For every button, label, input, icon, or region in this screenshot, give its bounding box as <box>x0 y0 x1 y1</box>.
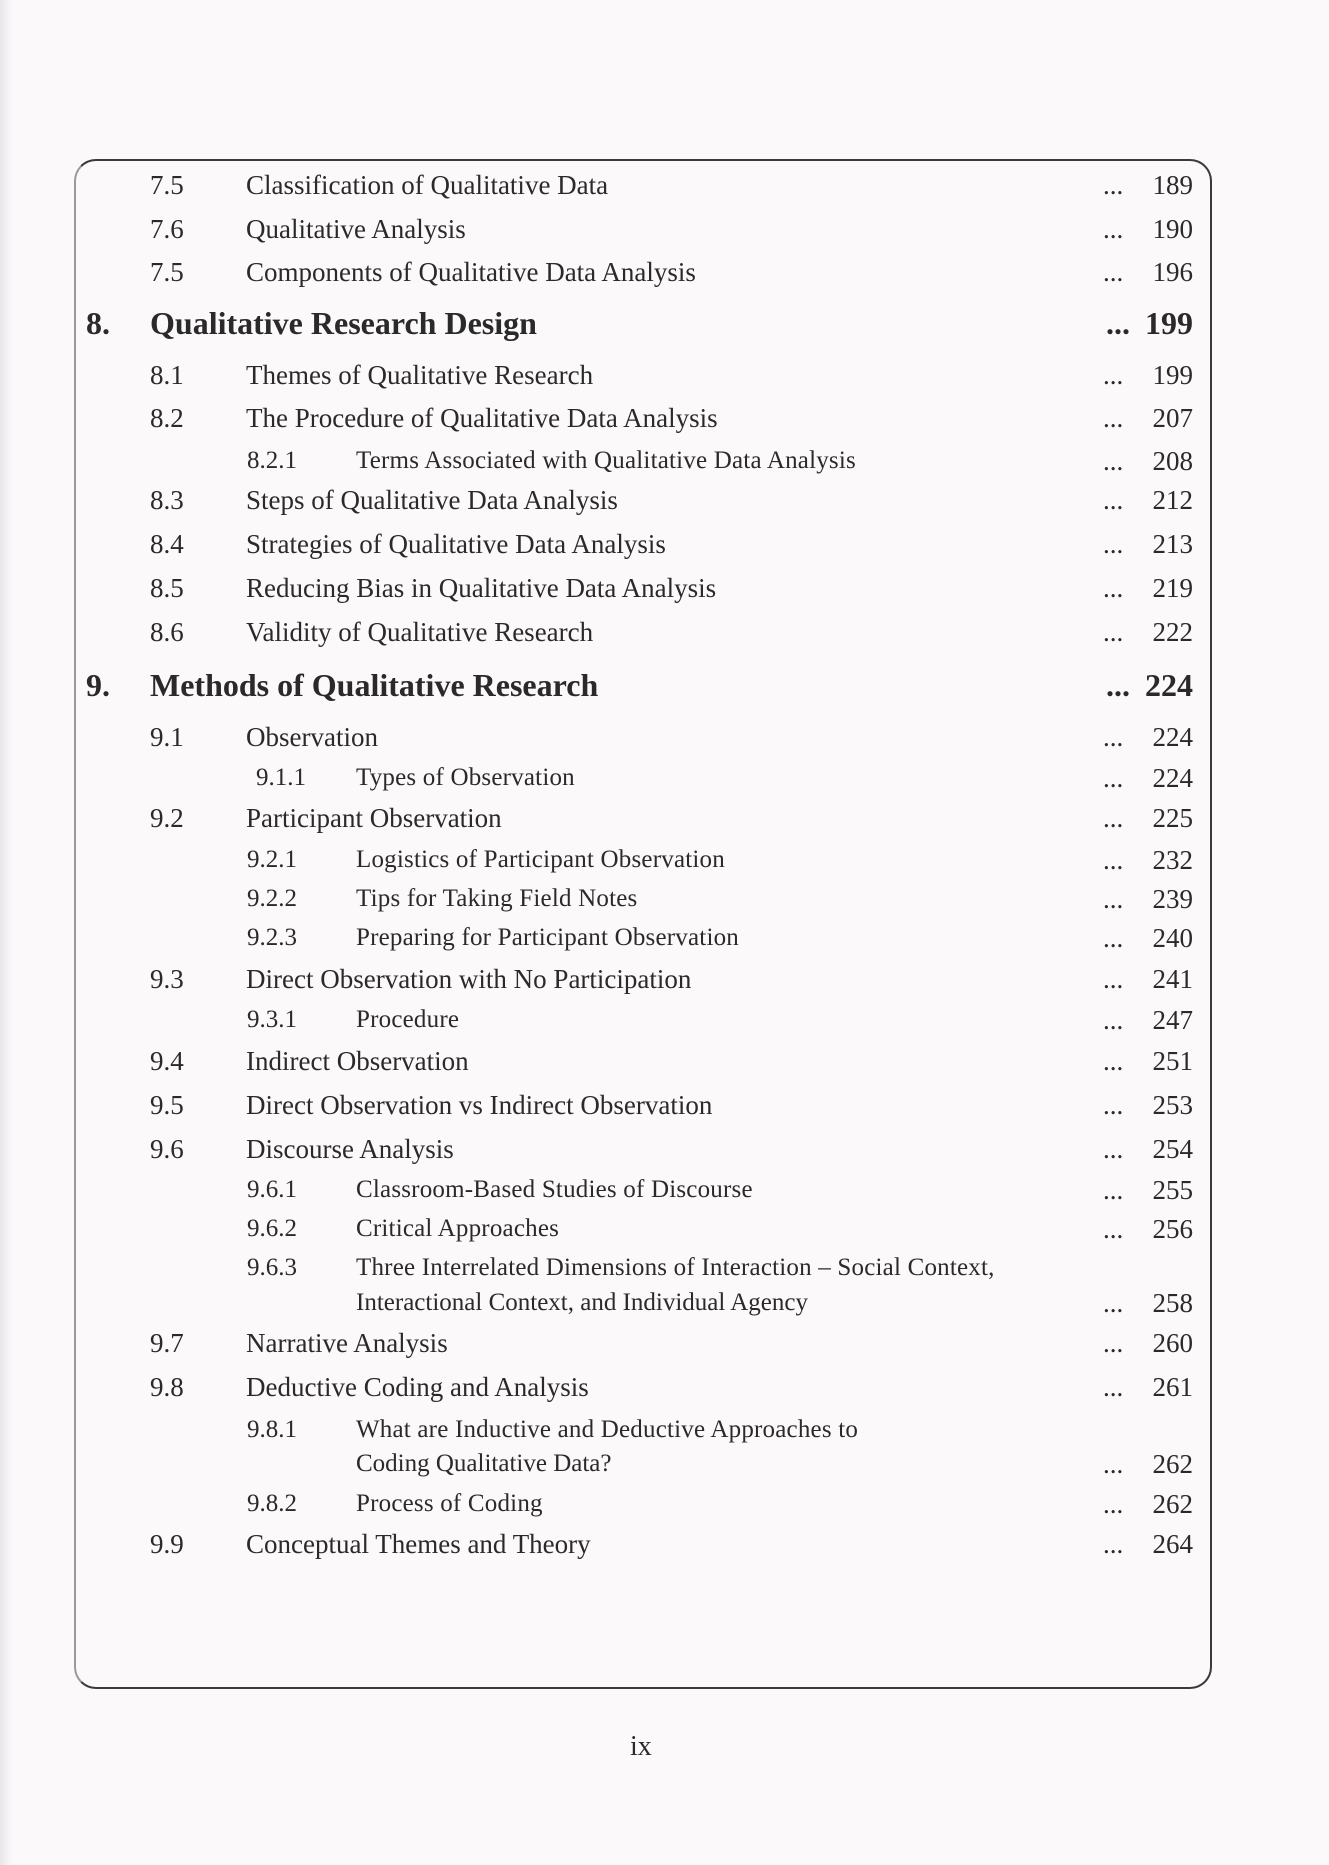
toc-entry-number: 8.2 <box>150 403 184 433</box>
toc-entry[interactable] <box>0 879 1329 919</box>
toc-page-number: 199 <box>1152 360 1193 390</box>
toc-page-number: 224 <box>1152 763 1193 793</box>
toc-entry-title: The Procedure of Qualitative Data Analysis <box>246 403 718 433</box>
toc-entry-title: Components of Qualitative Data Analysis <box>246 257 696 287</box>
toc-entry[interactable] <box>0 959 1329 999</box>
toc-leader-dots: ... <box>1103 170 1124 200</box>
toc-entry-title: Reducing Bias in Qualitative Data Analysis <box>246 573 717 603</box>
toc-entry-title: Discourse Analysis <box>246 1134 454 1164</box>
toc-entry[interactable] <box>0 524 1329 564</box>
toc-entry-number: 9.3 <box>150 964 184 994</box>
toc-page-number: 212 <box>1152 485 1193 515</box>
toc-leader-dots: ... <box>1103 573 1124 603</box>
toc-leader-dots: ... <box>1103 1214 1124 1244</box>
toc-leader-dots: ... <box>1103 529 1124 559</box>
toc-entry[interactable] <box>0 1209 1329 1249</box>
toc-entry-title: Types of Observation <box>356 764 575 791</box>
toc-leader-dots: ... <box>1103 617 1124 647</box>
toc-entry-title: Qualitative Analysis <box>246 214 466 244</box>
toc-entry-title: Validity of Qualitative Research <box>246 617 594 647</box>
toc-page-number: 247 <box>1152 1005 1193 1035</box>
toc-leader-dots: ... <box>1103 403 1124 433</box>
toc-leader-dots: ... <box>1103 446 1124 476</box>
toc-entry-title: Deductive Coding and Analysis <box>246 1372 589 1402</box>
toc-entry-title: Logistics of Participant Observation <box>356 846 725 873</box>
toc-entry-number: 9.2.1 <box>247 846 297 873</box>
toc-entry-title: Terms Associated with Qualitative Data Analysis <box>356 447 856 474</box>
toc-entry-number: 9.1 <box>150 722 184 752</box>
toc-entry-title: Indirect Observation <box>246 1046 469 1076</box>
toc-entry-number: 8.1 <box>150 360 184 390</box>
toc-entry-number: 9.6 <box>150 1134 184 1164</box>
toc-page-number: 262 <box>1152 1489 1193 1519</box>
toc-page-number: 251 <box>1152 1046 1193 1076</box>
toc-entry-title: Classroom-Based Studies of Discourse <box>356 1176 753 1203</box>
toc-entry[interactable] <box>0 252 1329 292</box>
toc-entry-title: Direct Observation with No Participation <box>246 964 692 994</box>
toc-entry-title: Tips for Taking Field Notes <box>356 885 638 912</box>
toc-entry-number: 9.8.1 <box>247 1416 297 1443</box>
toc-page-number: 253 <box>1152 1090 1193 1120</box>
toc-entry-title: Qualitative Research Design <box>150 305 537 341</box>
toc-entry[interactable] <box>0 717 1329 757</box>
toc-chapter-entry[interactable] <box>0 665 1329 705</box>
toc-entry-number: 8.5 <box>150 573 184 603</box>
toc-entry-title: Direct Observation vs Indirect Observation <box>246 1090 713 1120</box>
toc-page-number: 258 <box>1152 1288 1193 1318</box>
toc-entry-title: Interactional Context, and Individual Agency <box>356 1289 808 1316</box>
toc-entry[interactable] <box>0 1484 1329 1524</box>
toc-leader-dots: ... <box>1106 667 1130 703</box>
toc-entry-title: Coding Qualitative Data? <box>356 1450 612 1477</box>
toc-entry-number: 9.2.2 <box>247 885 297 912</box>
toc-entry-number: 7.5 <box>150 257 184 287</box>
toc-entry[interactable] <box>0 398 1329 438</box>
toc-entry[interactable] <box>0 355 1329 395</box>
toc-leader-dots: ... <box>1103 1046 1124 1076</box>
toc-entry-title: Preparing for Participant Observation <box>356 924 739 951</box>
toc-entry-title: Methods of Qualitative Research <box>150 667 599 703</box>
toc-entry[interactable] <box>0 441 1329 481</box>
toc-entry-title: Procedure <box>356 1006 460 1033</box>
toc-entry-number: 9.2.3 <box>247 924 297 951</box>
toc-entry-number: 9.6.1 <box>247 1176 297 1203</box>
toc-entry-number: 9.2 <box>150 803 184 833</box>
toc-entry-number: 8.2.1 <box>247 447 297 474</box>
toc-page-number: 224 <box>1152 722 1193 752</box>
toc-entry-title: Strategies of Qualitative Data Analysis <box>246 529 666 559</box>
toc-leader-dots: ... <box>1103 1449 1124 1479</box>
toc-entry[interactable] <box>0 758 1329 798</box>
toc-leader-dots: ... <box>1103 1372 1124 1402</box>
toc-entry[interactable] <box>0 1129 1329 1169</box>
toc-entry-number: 9.6.3 <box>247 1254 297 1281</box>
toc-leader-dots: ... <box>1103 722 1124 752</box>
toc-page-number: 256 <box>1152 1214 1193 1244</box>
toc-entry-title: Observation <box>246 722 378 752</box>
toc-entry-number: 9.5 <box>150 1090 184 1120</box>
toc-entry-number: 9.7 <box>150 1328 184 1358</box>
toc-leader-dots: ... <box>1103 1134 1124 1164</box>
toc-entry-title: Three Interrelated Dimensions of Interaction – Social Context, <box>356 1254 995 1281</box>
toc-page-number: 240 <box>1152 923 1193 953</box>
toc-entry[interactable] <box>0 1444 1329 1484</box>
toc-entry[interactable] <box>0 798 1329 838</box>
toc-page-number: 208 <box>1152 446 1193 476</box>
toc-page-number: 261 <box>1152 1372 1193 1402</box>
toc-entry-number: 8.3 <box>150 485 184 515</box>
toc-leader-dots: ... <box>1106 305 1130 341</box>
toc-entry-number: 8. <box>86 305 110 341</box>
toc-leader-dots: ... <box>1103 803 1124 833</box>
toc-leader-dots: ... <box>1103 257 1124 287</box>
toc-entry[interactable] <box>0 1248 1329 1288</box>
toc-entry-number: 9.4 <box>150 1046 184 1076</box>
toc-entry[interactable] <box>0 1085 1329 1125</box>
toc-entry[interactable] <box>0 568 1329 608</box>
toc-entry-title: Steps of Qualitative Data Analysis <box>246 485 618 515</box>
toc-page-number: 239 <box>1152 884 1193 914</box>
toc-entry-number: 8.4 <box>150 529 184 559</box>
toc-entry[interactable] <box>0 840 1329 880</box>
toc-leader-dots: ... <box>1103 884 1124 914</box>
toc-leader-dots: ... <box>1103 360 1124 390</box>
toc-page-number: 254 <box>1152 1134 1193 1164</box>
toc-entry-number: 9.9 <box>150 1529 184 1559</box>
toc-leader-dots: ... <box>1103 1175 1124 1205</box>
toc-leader-dots: ... <box>1103 1328 1124 1358</box>
toc-leader-dots: ... <box>1103 485 1124 515</box>
toc-entry-title: Conceptual Themes and Theory <box>246 1529 591 1559</box>
toc-leader-dots: ... <box>1103 1090 1124 1120</box>
toc-page-number: 262 <box>1152 1449 1193 1479</box>
toc-page-number: 199 <box>1145 305 1193 341</box>
toc-leader-dots: ... <box>1103 845 1124 875</box>
toc-entry-number: 9.6.2 <box>247 1215 297 1242</box>
toc-entry[interactable] <box>0 480 1329 520</box>
toc-entry[interactable] <box>0 1041 1329 1081</box>
toc-entry-title: Themes of Qualitative Research <box>246 360 594 390</box>
toc-leader-dots: ... <box>1103 1288 1124 1318</box>
toc-page-number: 189 <box>1152 170 1193 200</box>
toc-page-number: 225 <box>1152 803 1193 833</box>
toc-entry-number: 9. <box>86 667 110 703</box>
toc-leader-dots: ... <box>1103 763 1124 793</box>
toc-page-number: 190 <box>1152 214 1193 244</box>
toc-entry-number: 9.8 <box>150 1372 184 1402</box>
toc-entry-number: 7.6 <box>150 214 184 244</box>
toc-leader-dots: ... <box>1103 964 1124 994</box>
toc-chapter-entry[interactable] <box>0 303 1329 343</box>
toc-page-number: 219 <box>1152 573 1193 603</box>
toc-leader-dots: ... <box>1103 923 1124 953</box>
toc-page-number: 255 <box>1152 1175 1193 1205</box>
toc-entry[interactable] <box>0 209 1329 249</box>
toc-page-number: 224 <box>1145 667 1193 703</box>
toc-page-number: 241 <box>1152 964 1193 994</box>
toc-page-number: 264 <box>1152 1529 1193 1559</box>
toc-leader-dots: ... <box>1103 1005 1124 1035</box>
toc-page-number: 260 <box>1152 1328 1193 1358</box>
toc-leader-dots: ... <box>1103 1489 1124 1519</box>
toc-leader-dots: ... <box>1103 214 1124 244</box>
toc-entry-number: 8.6 <box>150 617 184 647</box>
toc-entry-title: Process of Coding <box>356 1490 543 1517</box>
page-number: ix <box>630 1731 652 1762</box>
toc-entry[interactable] <box>0 1367 1329 1407</box>
toc-page-number: 222 <box>1152 617 1193 647</box>
toc-entry[interactable] <box>0 1000 1329 1040</box>
toc-entry-number: 9.8.2 <box>247 1490 297 1517</box>
toc-entry[interactable] <box>0 918 1329 958</box>
toc-page-number: 232 <box>1152 845 1193 875</box>
toc-entry-title: Classification of Qualitative Data <box>246 170 609 200</box>
toc-entry-title: Critical Approaches <box>356 1215 560 1242</box>
toc-entry[interactable] <box>0 1323 1329 1363</box>
toc-page-number: 213 <box>1152 529 1193 559</box>
toc-entry-title: Narrative Analysis <box>246 1328 448 1358</box>
toc-leader-dots: ... <box>1103 1529 1124 1559</box>
toc-entry[interactable] <box>0 1170 1329 1210</box>
toc-entry[interactable] <box>0 1283 1329 1323</box>
toc-entry-number: 9.3.1 <box>247 1006 297 1033</box>
toc-entry-title: Participant Observation <box>246 803 502 833</box>
toc-entry[interactable] <box>0 1524 1329 1564</box>
toc-page-number: 207 <box>1152 403 1193 433</box>
toc-entry[interactable] <box>0 165 1329 205</box>
toc-entry-title: What are Inductive and Deductive Approaches to <box>356 1416 859 1443</box>
toc-entry-number: 7.5 <box>150 170 184 200</box>
toc-entry[interactable] <box>0 612 1329 652</box>
toc-entry-number: 9.1.1 <box>256 764 306 791</box>
toc-page-number: 196 <box>1152 257 1193 287</box>
